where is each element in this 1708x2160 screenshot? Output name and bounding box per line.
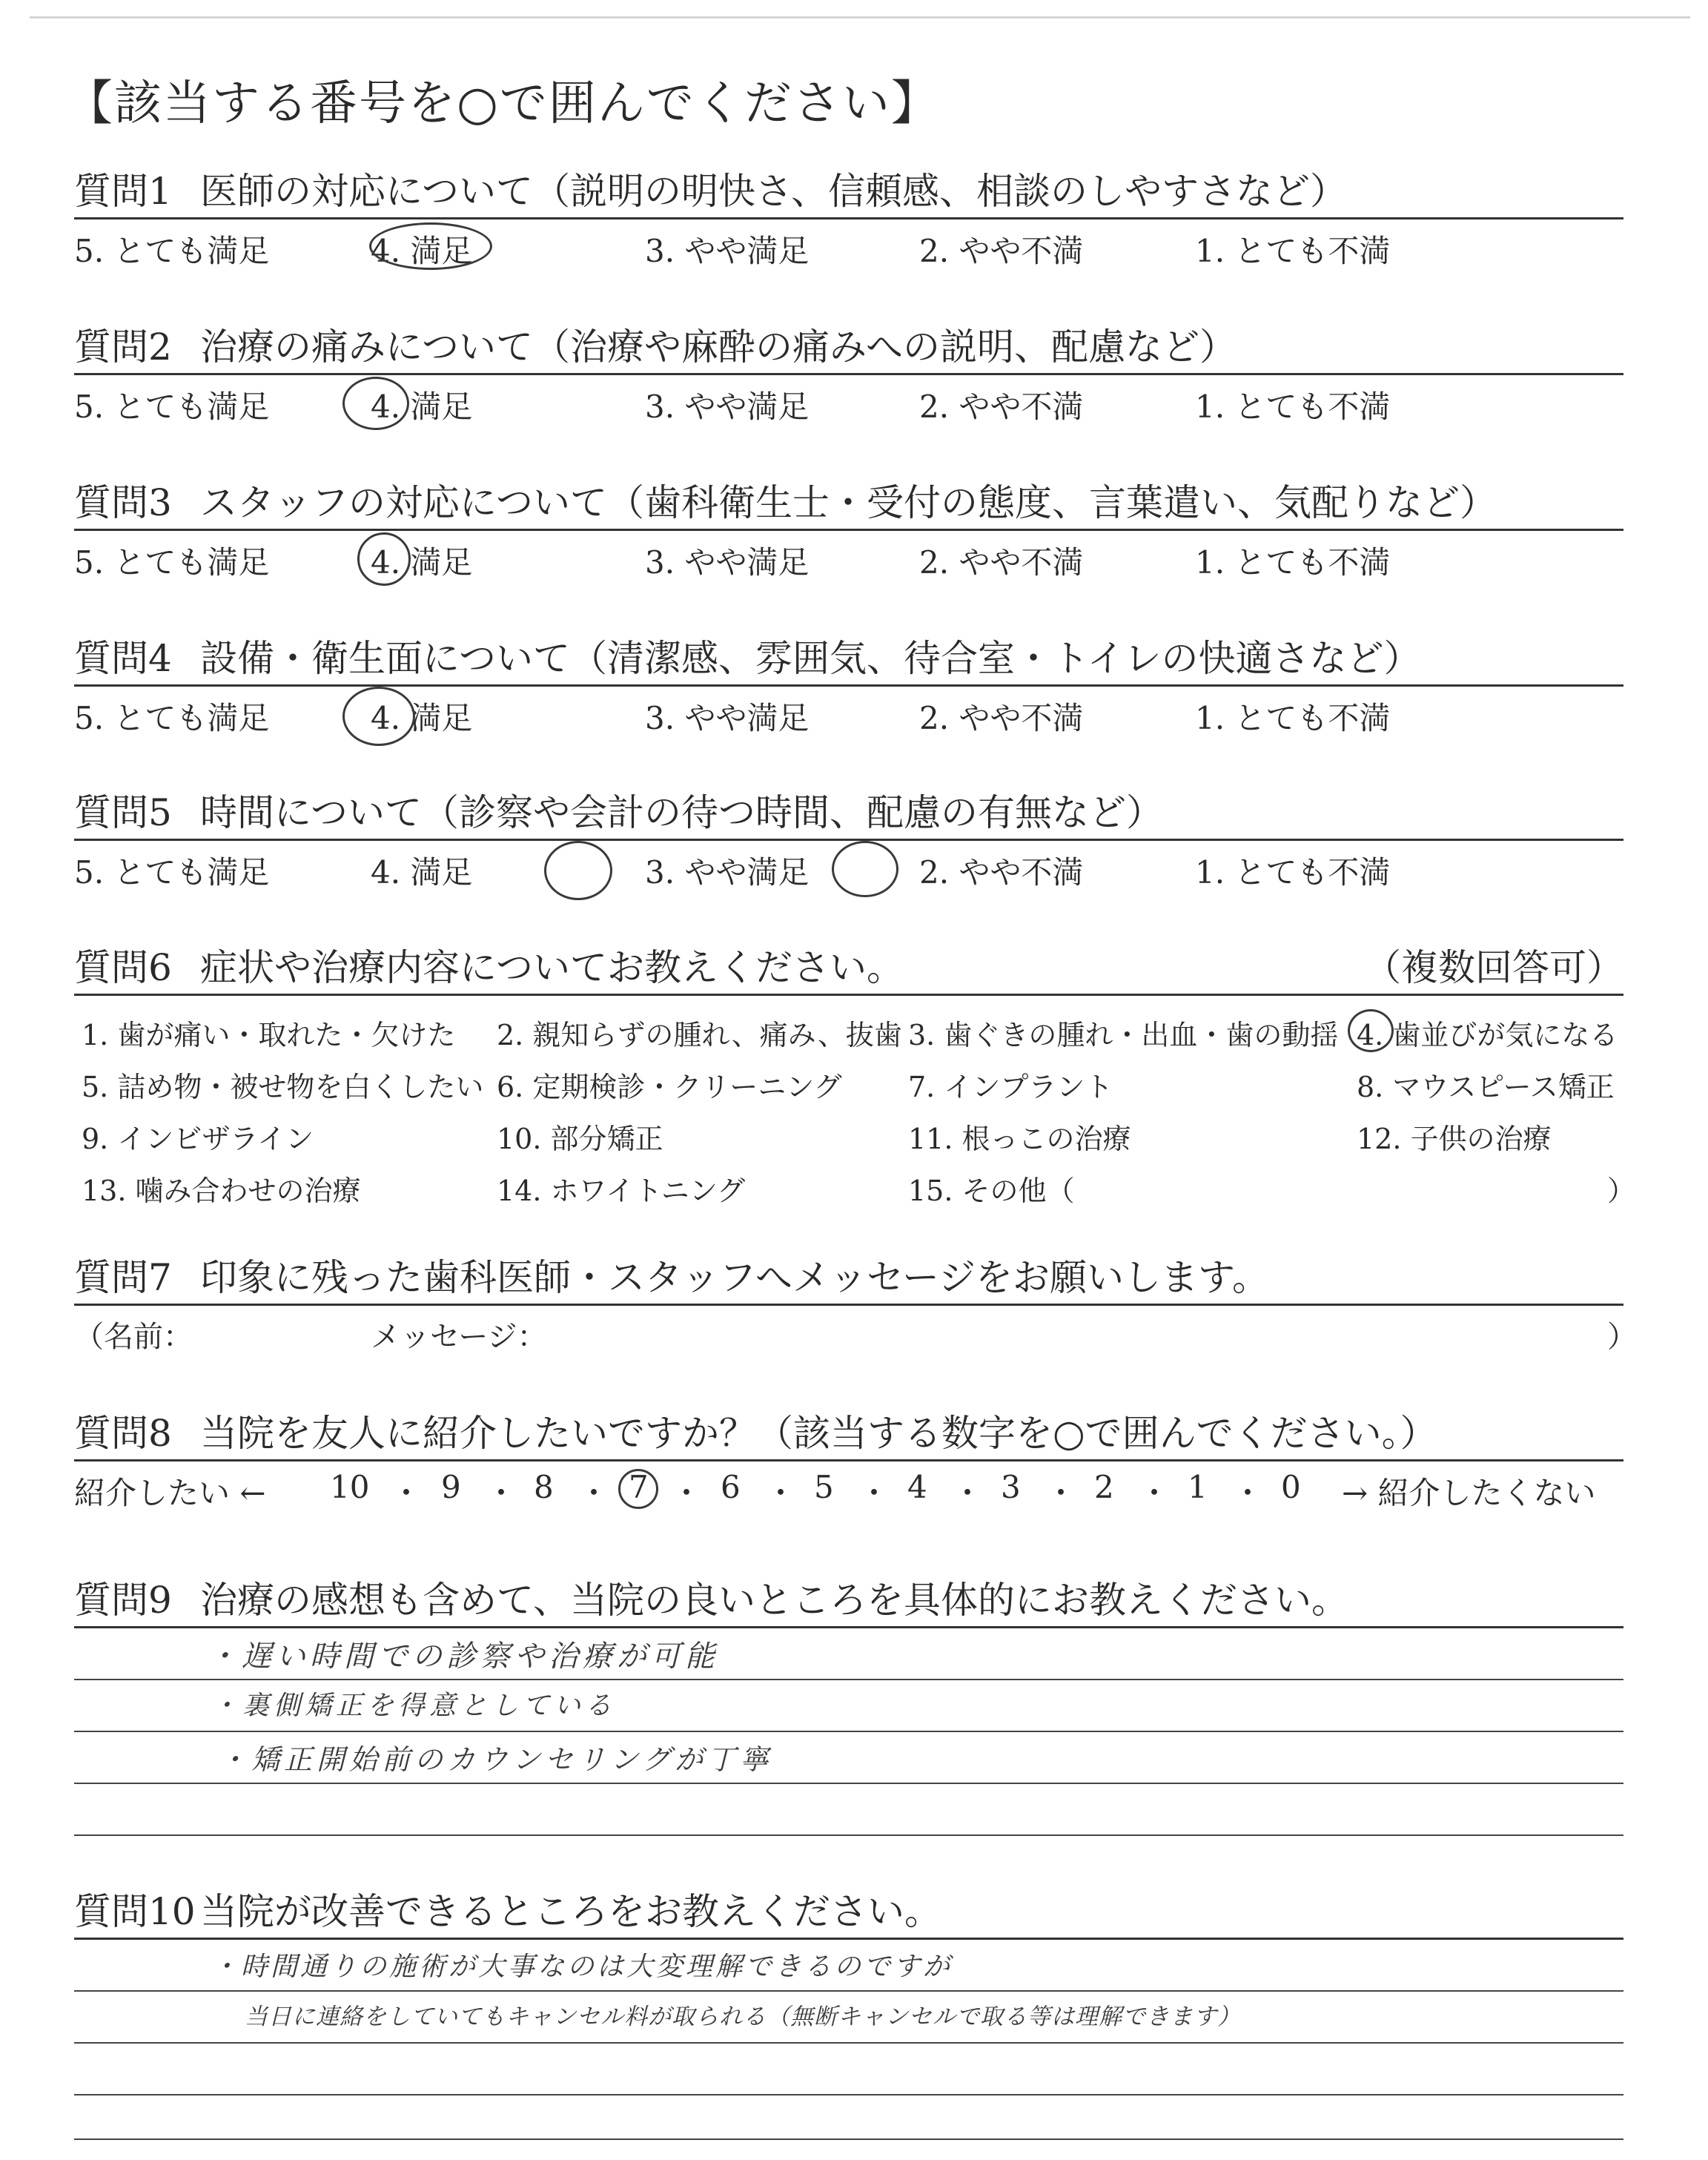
question-10-header — [74, 1887, 1631, 1936]
symptom-option[interactable]: 13. 噛み合わせの治療 — [82, 1175, 361, 1207]
question-2-header — [74, 323, 1631, 371]
question-number: 質問8 — [74, 1412, 172, 1455]
question-text: 治療の痛みについて（治療や麻酔の痛みへの説明、配慮など） — [200, 326, 1237, 369]
question-1-header — [74, 167, 1631, 216]
scale-dot: ・ — [1232, 1475, 1264, 1511]
scale-left-label: 紹介したい ← — [74, 1475, 266, 1511]
multiple-answers-note: （複数回答可） — [1364, 946, 1623, 989]
symptom-option[interactable]: 14. ホワイトニング — [497, 1175, 746, 1207]
option-2[interactable]: 2. やや不満 — [919, 389, 1084, 425]
symptom-option[interactable]: 10. 部分矯正 — [497, 1123, 663, 1155]
selection-circle — [342, 377, 409, 430]
answer-line — [74, 1834, 1623, 1836]
scale-value[interactable]: 10 — [330, 1469, 370, 1505]
question-7 — [74, 1253, 1637, 1354]
question-number: 質問1 — [74, 170, 172, 213]
symptom-option[interactable]: 5. 詰め物・被せ物を白くしたい — [82, 1071, 484, 1103]
handwritten-answer: ・遅い時間での診察や治療が可能 — [208, 1639, 719, 1674]
question-number: 質問7 — [74, 1256, 172, 1299]
scale-value[interactable]: 0 — [1281, 1469, 1301, 1505]
option-5[interactable]: 5. とても満足 — [74, 544, 270, 581]
question-text: スタッフの対応について（歯科衛生士・受付の態度、言葉遣い、気配りなど） — [200, 481, 1497, 524]
rating-options — [74, 219, 1631, 271]
option-2[interactable]: 2. やや不満 — [919, 233, 1084, 269]
scale-value[interactable]: 5 — [814, 1469, 834, 1505]
question-10 — [74, 1887, 1631, 2155]
symptom-option[interactable]: 6. 定期検診・クリーニング — [497, 1071, 842, 1103]
question-4-header — [74, 634, 1631, 683]
answer-line — [74, 2094, 1623, 2095]
option-3[interactable]: 3. やや満足 — [645, 233, 810, 269]
option-5[interactable]: 5. とても満足 — [74, 700, 270, 736]
question-1 — [74, 167, 1631, 271]
question-number: 質問6 — [74, 946, 172, 989]
scale-value[interactable]: 3 — [1001, 1469, 1021, 1505]
scale-value[interactable]: 9 — [441, 1469, 461, 1505]
option-1[interactable]: 1. とても不満 — [1195, 544, 1391, 581]
symptom-option[interactable]: 11. 根っこの治療 — [908, 1123, 1131, 1155]
option-3[interactable]: 3. やや満足 — [645, 854, 810, 891]
symptom-option[interactable]: 2. 親知らずの腫れ、痛み、抜歯 — [497, 1019, 902, 1051]
question-8-header — [74, 1409, 1631, 1458]
answer-line — [74, 1731, 1623, 1732]
question-5-header — [74, 788, 1631, 837]
message-label: メッセージ： — [371, 1320, 547, 1354]
message-close-paren: ） — [1607, 1320, 1637, 1354]
option-2[interactable]: 2. やや不満 — [919, 854, 1084, 891]
symptom-option[interactable]: 1. 歯が痛い・取れた・欠けた — [82, 1019, 456, 1051]
rating-options — [74, 687, 1631, 739]
question-6-header — [74, 943, 1631, 992]
question-number: 質問10 — [74, 1890, 196, 1933]
option-1[interactable]: 1. とても不満 — [1195, 854, 1391, 891]
selection-circle — [1348, 1009, 1394, 1052]
option-4[interactable]: 4. 満足 — [371, 544, 473, 581]
option-3[interactable]: 3. やや満足 — [645, 700, 810, 736]
question-8 — [74, 1409, 1631, 1513]
scale-value[interactable]: 6 — [721, 1469, 741, 1505]
question-number: 質問4 — [74, 637, 172, 680]
question-3 — [74, 478, 1631, 583]
question-9-header — [74, 1576, 1631, 1625]
selection-circle — [342, 687, 415, 746]
scale-value[interactable]: 4 — [907, 1469, 927, 1505]
selection-circle — [357, 532, 411, 586]
question-number: 質問9 — [74, 1579, 172, 1622]
scale-dot: ・ — [1139, 1475, 1171, 1511]
scale-value[interactable]: 8 — [534, 1469, 554, 1505]
scale-dot: ・ — [952, 1475, 984, 1511]
scale-dot: ・ — [578, 1475, 610, 1511]
selection-circle — [544, 841, 612, 900]
scale-dot: ・ — [671, 1475, 703, 1511]
scale-dot: ・ — [486, 1475, 517, 1511]
answer-lines — [74, 1628, 1631, 1895]
answer-line — [74, 1990, 1623, 1992]
symptom-option[interactable]: 8. マウスピース矯正 — [1357, 1071, 1615, 1103]
question-2 — [74, 323, 1631, 427]
question-text: 医師の対応について（説明の明快さ、信頼感、相談のしやすさなど） — [200, 170, 1347, 213]
question-6 — [74, 943, 1636, 1211]
scale-dot: ・ — [391, 1475, 423, 1511]
option-1[interactable]: 1. とても不満 — [1195, 389, 1391, 425]
selection-circle — [369, 222, 492, 270]
selection-circle — [832, 841, 898, 897]
message-row — [74, 1306, 1637, 1354]
option-4[interactable]: 4. 満足 — [371, 389, 473, 425]
answer-line — [74, 1679, 1623, 1680]
option-1[interactable]: 1. とても不満 — [1195, 700, 1391, 736]
scale-dot: ・ — [765, 1475, 797, 1511]
symptom-option[interactable]: 3. 歯ぐきの腫れ・出血・歯の動揺 — [908, 1019, 1339, 1051]
other-close-paren: ） — [1607, 1175, 1636, 1207]
option-4[interactable]: 4. 満足 — [371, 233, 473, 269]
question-text: 設備・衛生面について（清潔感、雰囲気、待合室・トイレの快適さなど） — [200, 637, 1421, 680]
scale-dot: ・ — [1045, 1475, 1077, 1511]
question-number: 質問2 — [74, 326, 172, 369]
rating-options — [74, 375, 1631, 427]
scale-value[interactable]: 2 — [1094, 1469, 1114, 1505]
answer-line — [74, 2138, 1623, 2140]
question-3-header — [74, 478, 1631, 527]
question-text: 当院を友人に紹介したいですか？（該当する数字を○で囲んでください。） — [200, 1412, 1437, 1455]
option-5[interactable]: 5. とても満足 — [74, 854, 270, 891]
option-1[interactable]: 1. とても不満 — [1195, 233, 1391, 269]
handwritten-answer: ・裏側矯正を得意としている — [211, 1691, 617, 1721]
answer-line — [74, 2042, 1623, 2044]
question-text: 治療の感想も含めて、当院の良いところを具体的にお教えください。 — [200, 1579, 1348, 1622]
question-5 — [74, 788, 1631, 893]
symptom-options — [74, 996, 1636, 1211]
option-5[interactable]: 5. とても満足 — [74, 233, 270, 269]
option-5[interactable]: 5. とても満足 — [74, 389, 270, 425]
option-3[interactable]: 3. やや満足 — [645, 544, 810, 581]
question-text: 当院が改善できるところをお教えください。 — [200, 1890, 941, 1933]
handwritten-answer: 当日に連絡をしていてもキャンセル料が取られる（無断キャンセルで取る等は理解できます） — [245, 2004, 1241, 2030]
page-title: 【該当する番号を○で囲んでください】 — [65, 76, 940, 131]
option-4[interactable]: 4. 満足 — [371, 700, 473, 736]
scale-value[interactable]: 7 — [629, 1469, 649, 1505]
option-2[interactable]: 2. やや不満 — [919, 700, 1084, 736]
question-number: 質問3 — [74, 481, 172, 524]
question-text: 印象に残った歯科医師・スタッフへメッセージをお願いします。 — [200, 1256, 1269, 1299]
option-3[interactable]: 3. やや満足 — [645, 389, 810, 425]
handwritten-answer: ・時間通りの施術が大事なのは大変理解できるのですが — [211, 1952, 953, 1982]
symptom-option[interactable]: 7. インプラント — [908, 1071, 1113, 1103]
option-2[interactable]: 2. やや不満 — [919, 544, 1084, 581]
scale-right-label: → 紹介したくない — [1342, 1475, 1596, 1511]
question-4 — [74, 634, 1631, 739]
symptom-option[interactable]: 12. 子供の治療 — [1357, 1123, 1552, 1155]
selection-circle — [618, 1469, 658, 1509]
question-text: 時間について（診察や会計の待つ時間、配慮の有無など） — [200, 791, 1163, 834]
scale-dot: ・ — [858, 1475, 890, 1511]
option-4[interactable]: 4. 満足 — [371, 854, 473, 891]
question-number: 質問5 — [74, 791, 172, 834]
answer-line — [74, 1783, 1623, 1784]
question-7-header — [74, 1253, 1631, 1302]
answer-lines — [74, 1940, 1631, 2155]
name-label: （名前： — [74, 1320, 193, 1354]
rating-options — [74, 531, 1631, 583]
rating-options — [74, 841, 1631, 893]
symptom-option[interactable]: 9. インビザライン — [82, 1123, 314, 1155]
recommend-scale — [74, 1462, 1631, 1513]
symptom-option[interactable]: 4. 歯並びが気になる — [1357, 1019, 1618, 1051]
scale-value[interactable]: 1 — [1188, 1469, 1208, 1505]
question-9 — [74, 1576, 1631, 1895]
question-text: 症状や治療内容についてお教えください。 — [200, 946, 904, 989]
top-border — [30, 16, 1690, 19]
handwritten-answer: ・矯正開始前のカウンセリングが丁寧 — [219, 1743, 773, 1776]
symptom-option[interactable]: 15. その他（ — [908, 1175, 1075, 1207]
